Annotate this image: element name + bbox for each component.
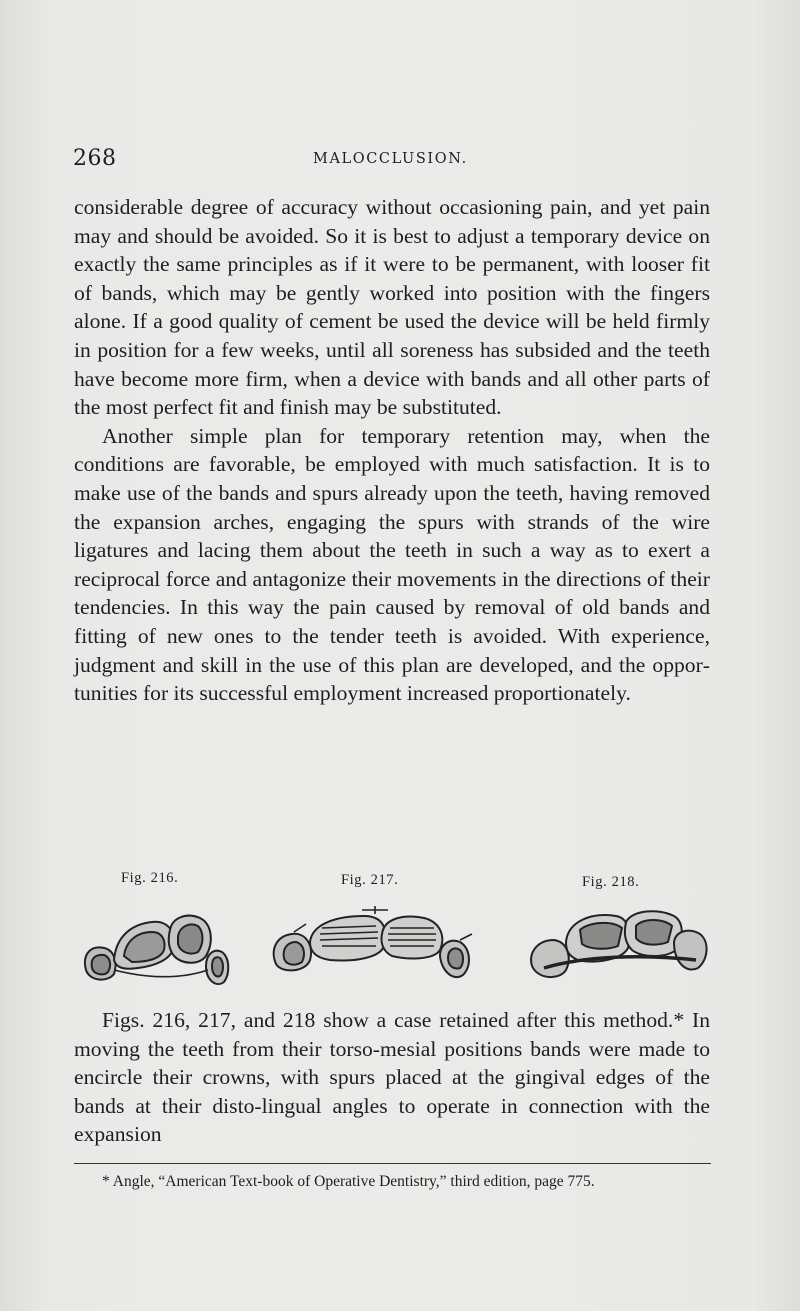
figure-216-illustration [74, 900, 244, 1000]
figure-row [74, 870, 714, 990]
figure-218-illustration [524, 902, 714, 992]
body-text-lower [74, 1006, 710, 1149]
paragraph-3: Figs. 216, 217, and 218 show a case retained after this method.* In moving the teeth from their torso-mesial positions bands were made to encircle their crowns, with spurs placed at the gingival edges of the bands at their disto-lingual angles to operate in connection with the expansion [74, 1008, 710, 1147]
figure-217-caption: Fig. 217. [341, 872, 399, 888]
figure-218-caption: Fig. 218. [582, 874, 640, 890]
paragraph-1: considerable degree of accuracy without occasioning pain, and yet pain may and should be avoided. So it is best to adjust a temporary device on exactly the same principles as if it were to be permanent, with looser fit of bands, which may be gently worked into position with the fingers alone. If a good quality of cement be used the device will be held firmly in position for a few weeks, until all soreness has subsided and the teeth have become more firm, when a device with bands and all other parts of the most perfect fit and finish may be substituted. [74, 195, 710, 420]
footnote-rule [74, 1163, 711, 1164]
figure-217-illustration [264, 894, 494, 984]
running-head: MALOCCLUSION. [313, 151, 468, 167]
footnote: * Angle, “American Text-book of Operative Dentistry,” third edition, page 775. [102, 1173, 595, 1190]
page-header [73, 146, 713, 176]
page-number: 268 [73, 146, 117, 171]
body-text-upper [74, 193, 710, 708]
paragraph-2: Another simple plan for temporary retention may, when the conditions are favorable, be employed with much satisfaction. It is to make use of the bands and spurs already upon the teeth, having removed the expansion arches, engaging the spurs with strands of the wire ligatures and lacing them about the teeth in such a way as to exert a reciprocal force and antagonize their movements in the directions of their tendencies. In this way the pain caused by removal of old bands and fitting of new ones to the tender teeth is avoided. With experience, judgment and skill in the use of this plan are developed, and the opportunities for its successful employment increased proportionately. [74, 423, 710, 706]
figure-216-caption: Fig. 216. [121, 870, 179, 886]
